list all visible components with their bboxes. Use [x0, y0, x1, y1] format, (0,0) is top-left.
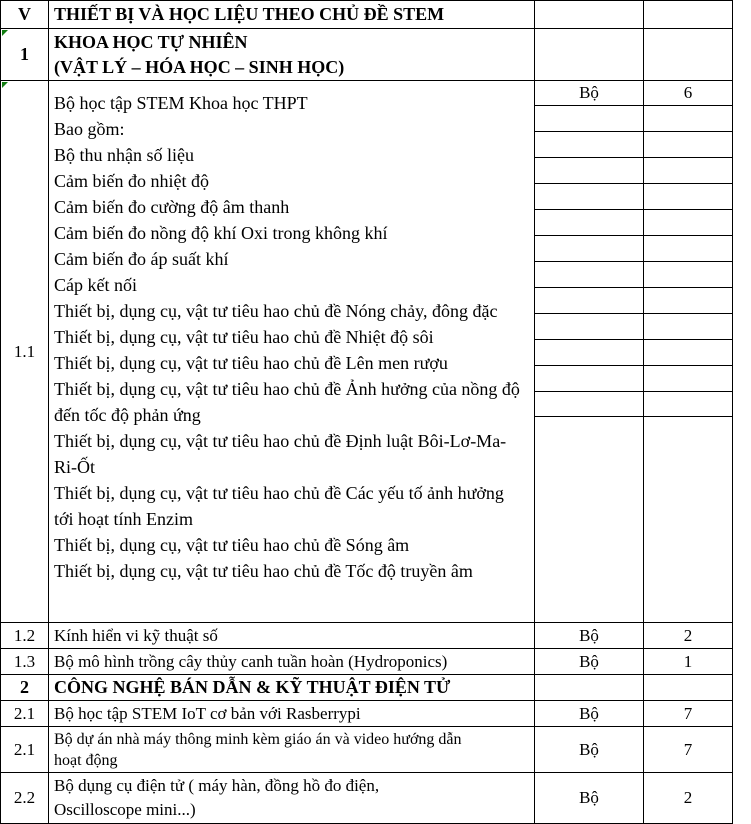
grid-line — [534, 235, 733, 236]
quantity-cell: 7 — [683, 703, 693, 723]
grid-line — [48, 0, 49, 824]
group-title-line: (VẬT LÝ – HÓA HỌC – SINH HỌC) — [54, 56, 345, 77]
item-description — [54, 90, 524, 584]
item-number: 2.1 — [13, 703, 36, 723]
section-title: THIẾT BỊ VÀ HỌC LIỆU THEO CHỦ ĐỀ STEM — [54, 4, 445, 24]
quantity-cell: 2 — [683, 788, 693, 807]
grid-line — [534, 287, 733, 288]
item-number: 1.3 — [13, 651, 36, 671]
group-number: 1 — [20, 44, 29, 64]
grid-line — [534, 339, 733, 340]
grid-line — [534, 183, 733, 184]
item-name: Bộ mô hình trồng cây thủy canh tuần hoàn (Hydroponics) — [54, 651, 448, 671]
grid-line — [534, 209, 733, 210]
item-number: 2.1 — [13, 739, 36, 759]
grid-line — [534, 416, 733, 417]
section-number: V — [18, 4, 31, 24]
item-name-line: hoạt động — [54, 751, 118, 769]
grid-line — [534, 157, 733, 158]
item-number: 2.2 — [13, 788, 36, 807]
description-line: Thiết bị, dụng cụ, vật tư tiêu hao chủ đề Các yếu tố ảnh hưởng tới hoạt tính Enzim — [54, 483, 504, 529]
item-number: 1.1 — [13, 341, 36, 361]
description-line: Thiết bị, dụng cụ, vật tư tiêu hao chủ đề Định luật Bôi-Lơ-Ma-Ri-Ốt — [54, 431, 507, 477]
grid-line — [534, 261, 733, 262]
description-line: Thiết bị, dụng cụ, vật tư tiêu hao chủ đề Nóng chảy, đông đặc — [54, 301, 498, 321]
grid-line — [534, 105, 733, 106]
description-line: Cảm biến đo áp suất khí — [54, 249, 229, 269]
description-line: Thiết bị, dụng cụ, vật tư tiêu hao chủ đề Tốc độ truyền âm — [54, 561, 473, 581]
description-line: Bao gồm: — [54, 119, 125, 139]
unit-cell: Bộ — [579, 625, 599, 645]
item-name-line: Bộ dự án nhà máy thông minh kèm giáo án và video hướng dẫn — [54, 730, 462, 748]
unit-cell: Bộ — [579, 739, 599, 759]
quantity-cell: 1 — [683, 651, 693, 671]
item-name-line: Oscilloscope mini...) — [54, 800, 196, 819]
item-name-line: Bộ dụng cụ điện tử ( máy hàn, đồng hồ đo điện, — [54, 776, 380, 795]
item-name — [54, 727, 532, 772]
quantity-cell: 6 — [683, 83, 693, 102]
unit-cell: Bộ — [579, 788, 599, 807]
description-line: Bộ học tập STEM Khoa học THPT — [54, 93, 308, 113]
grid-line — [534, 391, 733, 392]
quantity-cell: 7 — [683, 739, 693, 759]
item-number: 1.2 — [13, 625, 36, 645]
description-line: Thiết bị, dụng cụ, vật tư tiêu hao chủ đề Nhiệt độ sôi — [54, 327, 434, 347]
grid-line — [732, 0, 733, 824]
item-name: Bộ học tập STEM IoT cơ bản với Rasberrypi — [54, 703, 361, 723]
description-line: Cảm biến đo nhiệt độ — [54, 171, 209, 191]
description-line: Cảm biến đo cường độ âm thanh — [54, 197, 290, 217]
description-line: Thiết bị, dụng cụ, vật tư tiêu hao chủ đề Sóng âm — [54, 535, 410, 555]
group-title — [54, 29, 532, 80]
description-line: Cảm biến đo nồng độ khí Oxi trong không khí — [54, 223, 388, 243]
description-line: Cáp kết nối — [54, 275, 137, 295]
group-title: CÔNG NGHỆ BÁN DẪN & KỸ THUẬT ĐIỆN TỬ — [54, 677, 451, 697]
grid-line — [534, 365, 733, 366]
grid-line — [534, 313, 733, 314]
group-title-line: KHOA HỌC TỰ NHIÊN — [54, 31, 248, 52]
item-name: Kính hiển vi kỹ thuật số — [54, 625, 218, 645]
description-line: Thiết bị, dụng cụ, vật tư tiêu hao chủ đề Lên men rượu — [54, 353, 448, 373]
unit-cell: Bộ — [579, 703, 599, 723]
unit-cell: Bộ — [579, 651, 599, 671]
group-number: 2 — [20, 677, 29, 697]
unit-cell: Bộ — [579, 83, 599, 102]
description-line: Thiết bị, dụng cụ, vật tư tiêu hao chủ đề Ảnh hưởng của nồng độ đến tốc độ phản ứng — [54, 379, 520, 425]
description-line: Bộ thu nhận số liệu — [54, 145, 194, 165]
quantity-cell: 2 — [683, 625, 693, 645]
grid-line — [534, 131, 733, 132]
item-name — [54, 773, 532, 823]
